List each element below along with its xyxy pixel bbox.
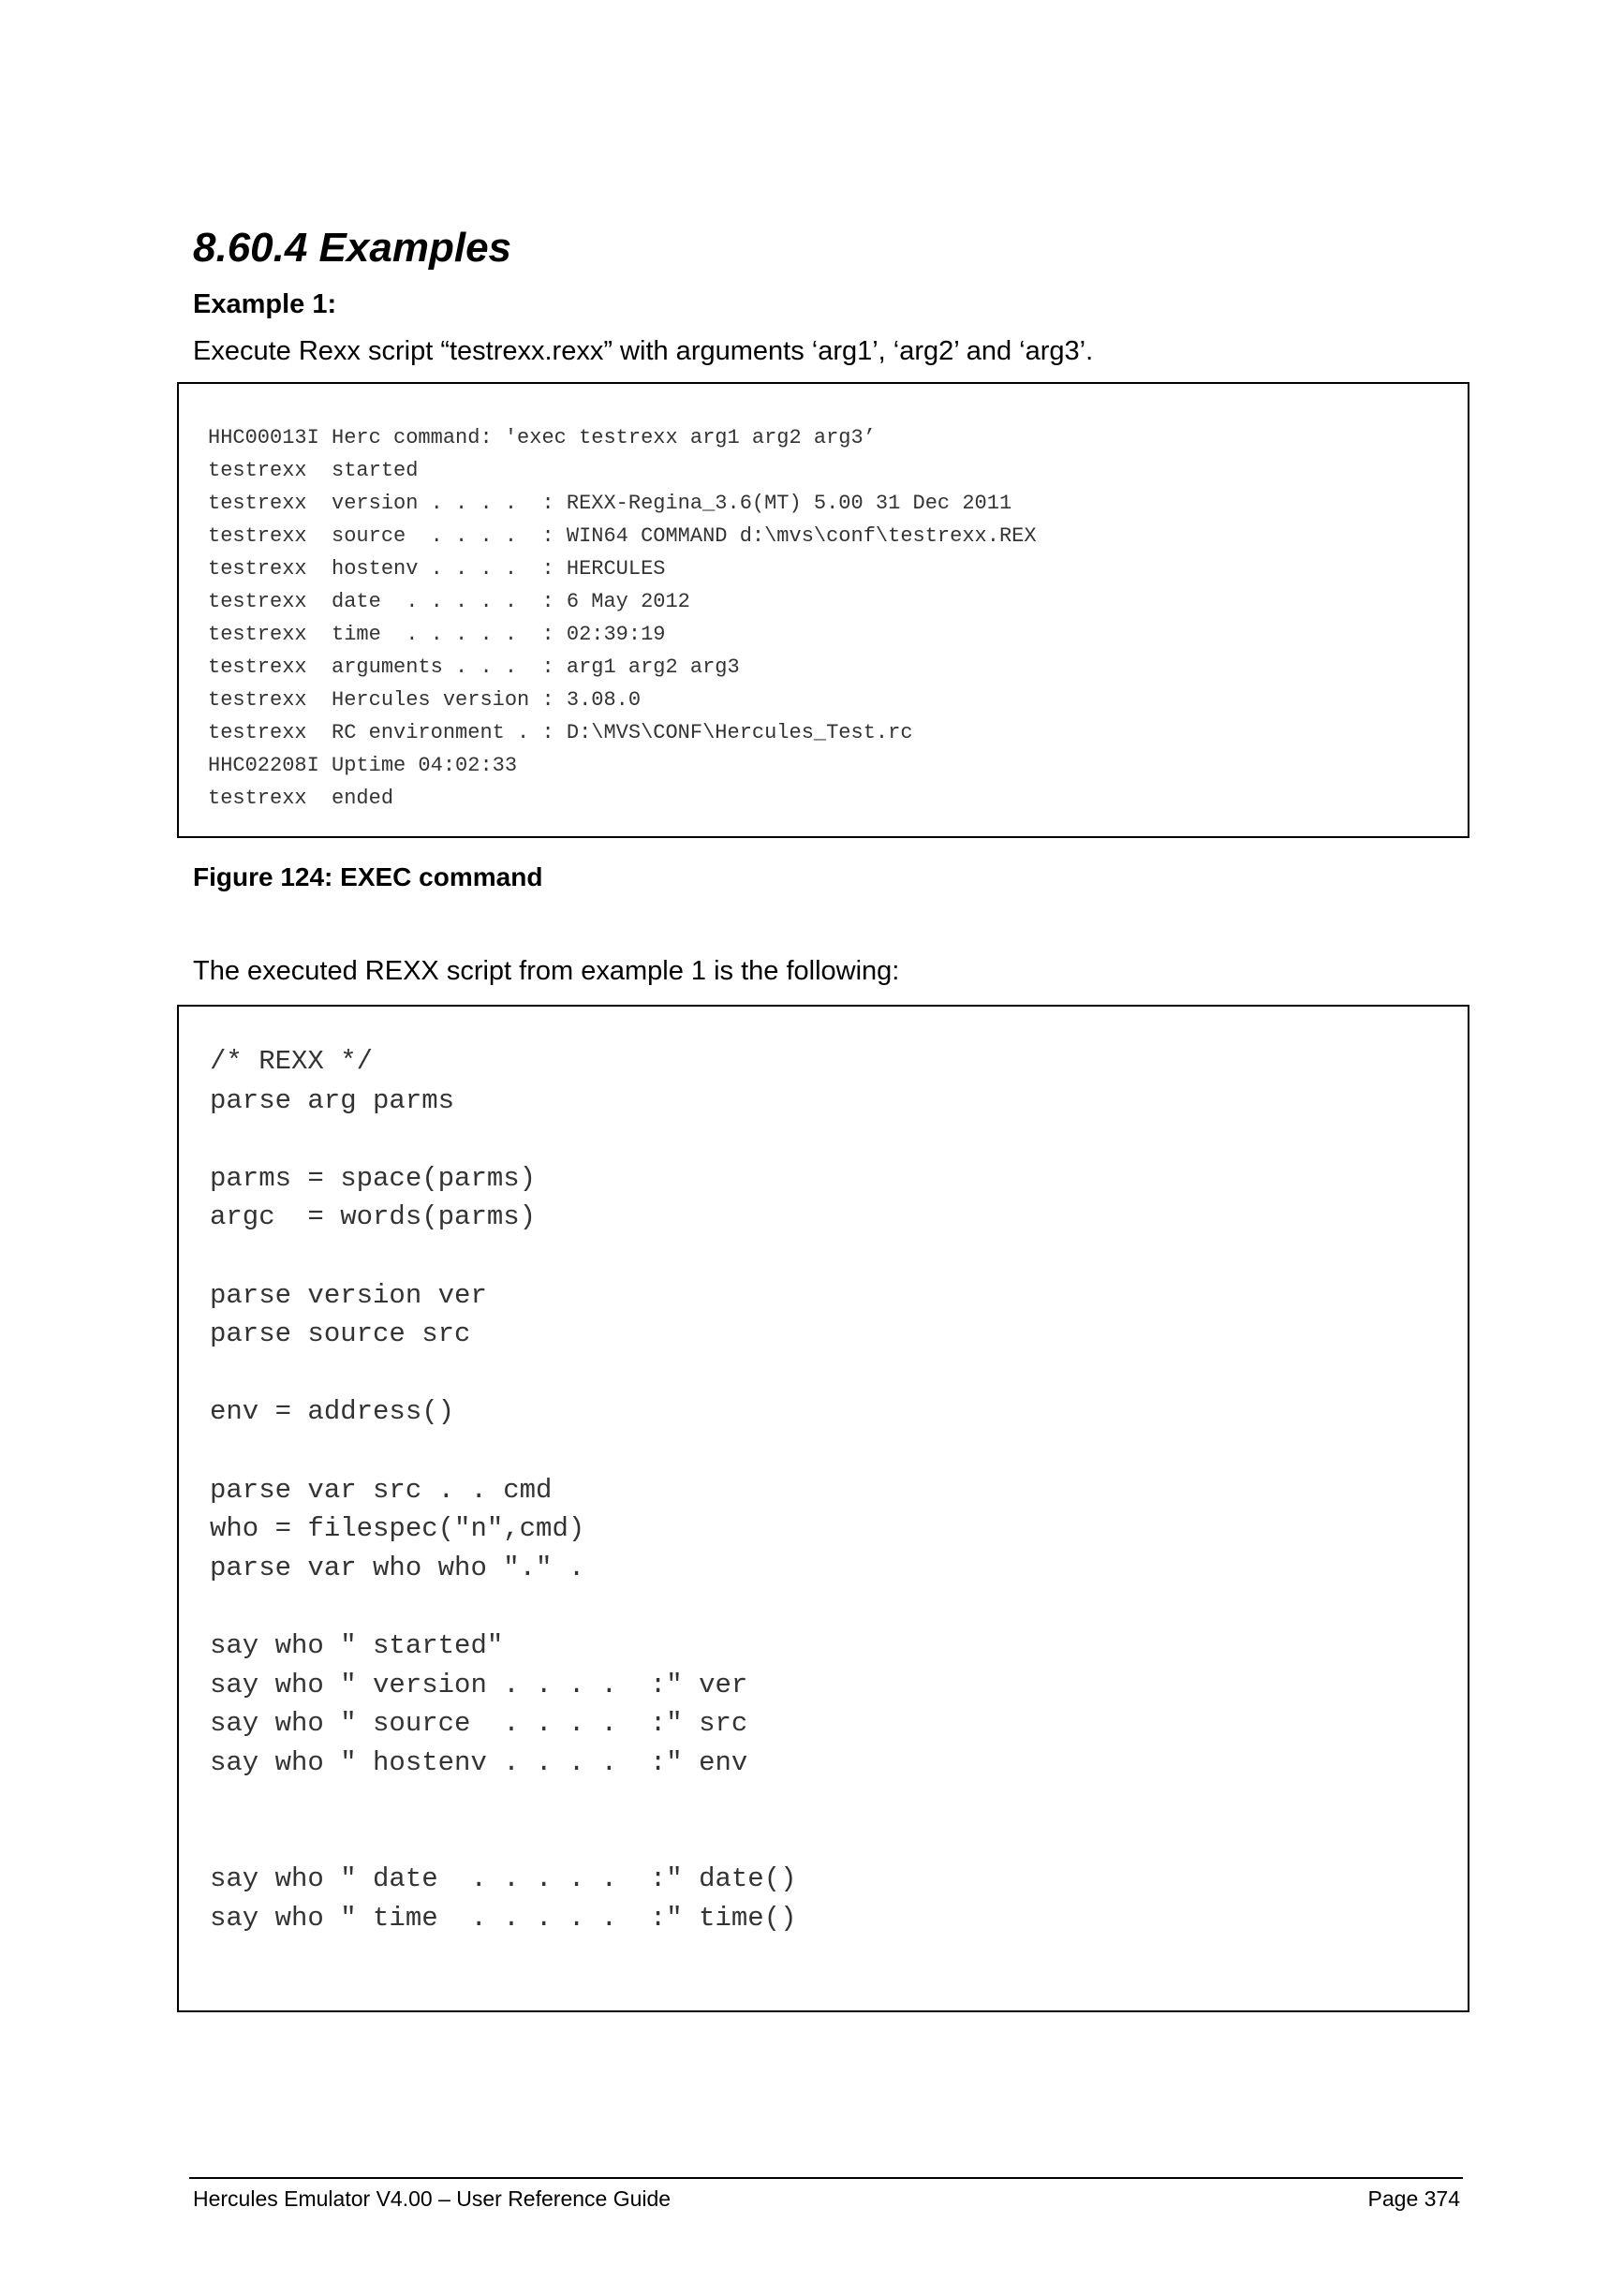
console-line: HHC02208I Uptime 04:02:33 xyxy=(208,754,518,777)
console-line: testrexx ended xyxy=(208,787,394,810)
figure-caption: Figure 124: EXEC command xyxy=(193,862,543,891)
script-line xyxy=(210,1587,1468,1626)
console-line: testrexx version . . . . : REXX-Regina_3.6(MT) 5.00 31 Dec 2011 xyxy=(208,492,1012,515)
console-line: testrexx RC environment . : D:\MVS\CONF\Hercules_Test.rc xyxy=(208,721,913,744)
script-line: parse version ver xyxy=(210,1279,487,1311)
script-line: parse arg parms xyxy=(210,1084,455,1116)
script-line: parse var who who "." . xyxy=(210,1552,585,1583)
console-line: testrexx time . . . . . : 02:39:19 xyxy=(208,623,666,646)
console-line: HHC00013I Herc command: 'exec testrexx arg1 arg2 arg3’ xyxy=(208,426,876,449)
script-line: parse var src . . cmd xyxy=(210,1474,553,1506)
script-line: say who " version . . . . :" ver xyxy=(210,1669,748,1700)
console-line: testrexx hostenv . . . . : HERCULES xyxy=(208,557,666,581)
console-output-box xyxy=(177,382,1469,838)
console-line: testrexx Hercules version : 3.08.0 xyxy=(208,688,642,712)
script-line: say who " started" xyxy=(210,1629,504,1661)
section-heading: 8.60.4 Examples xyxy=(193,225,512,271)
script-line: say who " time . . . . . :" time() xyxy=(210,1903,797,1935)
script-line xyxy=(210,1237,1468,1276)
console-line: testrexx source . . . . : WIN64 COMMAND d:\mvs\conf\testrexx.REX xyxy=(208,524,1037,548)
script-line: say who " hostenv . . . . :" env xyxy=(210,1746,748,1778)
rexx-script-box xyxy=(177,1005,1469,2012)
footer-title: Hercules Emulator V4.00 – User Reference Guide xyxy=(193,2186,672,2211)
script-line: who = filespec("n",cmd) xyxy=(210,1513,585,1545)
console-line: testrexx arguments . . . : arg1 arg2 arg3 xyxy=(208,655,740,679)
example-description: Execute Rexx script “testrexx.rexx” with arguments ‘arg1’, ‘arg2’ and ‘arg3’. xyxy=(193,336,1094,366)
script-line: say who " source . . . . :" src xyxy=(210,1708,748,1740)
script-line xyxy=(210,1821,1468,1861)
footer-divider xyxy=(189,2177,1463,2179)
script-line xyxy=(210,1782,1468,1821)
script-line: env = address() xyxy=(210,1396,455,1428)
console-line: testrexx started xyxy=(208,459,419,482)
script-intro: The executed REXX script from example 1 is the following: xyxy=(193,956,900,986)
script-line: argc = words(parms) xyxy=(210,1201,537,1233)
script-line: parse source src xyxy=(210,1318,471,1350)
example-heading: Example 1: xyxy=(193,289,337,319)
script-line xyxy=(210,1354,1468,1393)
console-line: testrexx date . . . . . : 6 May 2012 xyxy=(208,590,690,613)
script-line xyxy=(210,1120,1468,1159)
script-line: parms = space(parms) xyxy=(210,1162,537,1194)
page-number: Page 374 xyxy=(1367,2186,1460,2211)
script-line: say who " date . . . . . :" date() xyxy=(210,1863,797,1895)
script-line xyxy=(210,1432,1468,1471)
script-line: /* REXX */ xyxy=(210,1046,374,1077)
